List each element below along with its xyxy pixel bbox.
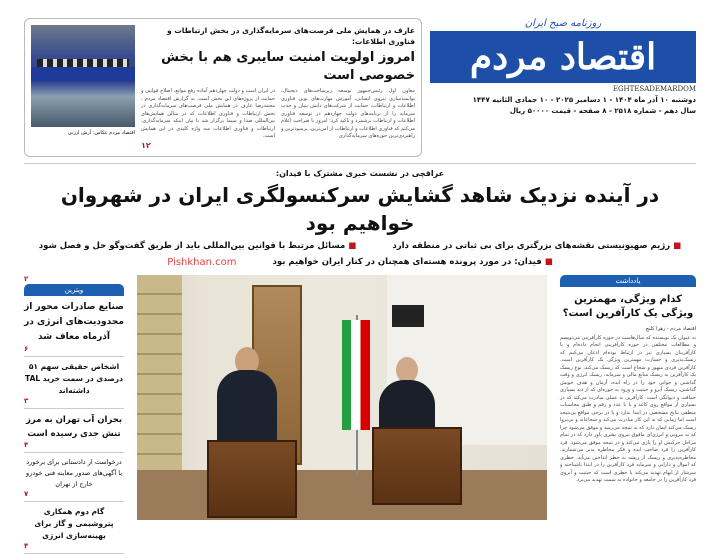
list-item[interactable] xyxy=(24,453,124,502)
podium-left xyxy=(207,440,297,518)
top-story-columns xyxy=(141,88,415,150)
vitrin-header: ویترین xyxy=(24,284,124,296)
page-ref[interactable]: ۶ xyxy=(24,344,29,353)
masthead-tagline: روزنامه صبح ایران xyxy=(524,18,602,29)
list-item[interactable] xyxy=(24,296,124,357)
speaker-left-body xyxy=(217,370,277,450)
bottom-section xyxy=(24,275,696,554)
subheadline-text: فیدان: در مورد پرونده هسته‌ای همچنان در کنار ایران خواهیم بود xyxy=(272,256,542,267)
watermark: Pishkhan.com xyxy=(167,256,237,268)
main-story-photo[interactable] xyxy=(137,275,547,520)
list-item[interactable] xyxy=(24,502,124,554)
vitrin-column xyxy=(24,275,124,554)
opinion-byline: اقتصاد مردم - زهرا کلیچ xyxy=(645,325,696,332)
top-story-photo[interactable] xyxy=(31,25,135,127)
opinion-body: به عنوان یک نویسنده که سال‌هاست در حوزه کارآفرینی می‌نویسم و مطالعات مختلفی در حوزه کارآفرینی انجام داده‌ام و با کارآفرینان بسیاری نیز در ارتباط بوده‌ام اذعان می‌کنم که ریسک‌پذیری و جسارت مهمترین ویژگی یک کارآفرین است. کارآفرین فردی متهور و شجاع است که ریسک می‌کند، نوع ریسک یک کارآفرین به ریسک منابع مالی و سرمایه، ریسک انرژی و وقت گذاشتن و جوانی خود را در راه ایده، آرمان و هدف خویش گذاشتن، ریسک آبرو و حیثیت و ورود به حوزه‌ای که از دید بسیاری حماقت و دیوانگی است. کارآفرین به عملی مبادرت می‌کند که در بسیاری از مواقع روی کاغذ و یا با عدد و رقم و طبق محاسبات منطقی نتایج مشخصی در ابتدا ندارد و یا در برخی مواقع بی‌نتیجه است اما زمانی که به این کار مبادرت می‌کند و شجاعانه و بی‌پروا ریسک می‌کند ایمان دارد که به نتیجه می‌رسد و موفق می‌شود چرا که به نیرویی و انرژی‌ای مافوق نیروی بشری باور دارد که در تمام مراحل حرکتش او را یاری می‌کند و در نتیجه موفق می‌شود. فرد کارآفرین را فرد صاحب ایده و فکر مخاطره پذیر می‌شمارند. مخاطره‌پذیری و ریسک از ریشه به خطر انداختن می‌آید. خطری که اموال و دارایی و سرمایه فرد کارآفرین را در ابتدا ناشناخته و سرشار از ابهام تهدید می‌کند یا خطری است که حیثیت و آبروی فرد کارآفرین را در جامعه و خانواده به سمت تهدید می‌برد. xyxy=(560,334,696,483)
top-story-column-2-wrap xyxy=(141,88,275,150)
newspaper-logo: اقتصاد مردم xyxy=(430,31,696,83)
list-item[interactable] xyxy=(24,409,124,453)
page-ref[interactable]: ۳ xyxy=(24,396,29,405)
top-story-column-2: در ایران است و دولت چهاردهم آماده رفع موانع، اصلاح قوانین و حمایت از پروژه‌های این بخش است. به گزارش اقتصاد مردم ، محمدرضا عارف در همایش ملی فرصت‌های سرمایه‌گذاری در بخش ارتباطات و فناوری اطلاعات که در سالن همایش‌های بین‌المللی صدا و سیما برگزار شد با بیان اینکه سرمایه‌گذاری، ارتباطات و فناوری اطلاعات سه واژه کلیدی در این همایش است. xyxy=(141,88,275,139)
item-text: گام دوم همکاری پتروشیمی و گاز برای بهینه‌سازی انرژی xyxy=(34,506,114,540)
top-story-column-1: معاون اول رئیس‌جمهور توسعه زیرساخت‌های دیجیتال، توانمندسازی نیروی انسانی، آموزش مهارت‌های نوین فناوری اطلاعات و ارتباطات، حمایت از شرکت‌های دانش بنیان و جذب سرمایه را از برنامه‌های دولت چهاردهم در توسعه فناوری اطلاعات و ارتباطات برشمرد و تاکید کرد: امروز با صراحت اعلام می‌کنم که فناوری اطلاعات و ارتباطات از امن‌ترین، پرسودترین و راهبردی‌ترین حوزه‌های سرمایه‌گذاری xyxy=(281,88,415,139)
item-text: بحران آب تهران به مرز تنش جدی رسیده است xyxy=(25,414,123,439)
subheadline-text: رژیم صهیونیستی نقشه‌های بزرگتری برای بی ثباتی در منطقه دارد xyxy=(392,240,671,251)
opinion-headline[interactable]: کدام ویژگی، مهمترین ویژگی یک کارآفرین است؟ xyxy=(562,293,694,319)
item-text: صنایع صادرات محور از محدودیت‌های انرژی در آذرماه معاف شد xyxy=(24,301,124,342)
masthead xyxy=(430,18,696,115)
top-story-photo-block xyxy=(31,25,135,137)
photo-caption: اقتصاد مردم عکاس: آرش ارژنی xyxy=(67,130,135,136)
subheadline-text: مسائل مرتبط با قوانین بین‌المللی باید از طریق گفت‌وگو حل و فصل شود xyxy=(38,240,346,251)
opinion-header: یادداشت xyxy=(560,275,696,287)
opinion-column xyxy=(560,275,696,485)
page-ref[interactable]: ۷ xyxy=(24,489,29,498)
iran-flag xyxy=(342,320,370,430)
issue-info: سال دهم - شماره ۲۵۱۸ - ۸ صفحه - قیمت ۵۰۰۰۰ ریال xyxy=(509,107,696,115)
issue-date: دوشنبه ۱۰ آذر ماه ۱۴۰۴ - ۱ دسامبر ۲۰۲۵ - ۱۰ جمادی الثانیه ۱۴۴۷ xyxy=(472,96,696,104)
divider xyxy=(24,163,696,164)
top-story-page-ref[interactable]: ۱۲ xyxy=(141,140,151,150)
list-item[interactable] xyxy=(24,357,124,409)
subheadline-3: ■فیدان: در مورد پرونده هسته‌ای همچنان در کنار ایران خواهیم بود xyxy=(272,256,553,267)
main-story-header xyxy=(24,169,696,269)
photo-panel-people xyxy=(37,59,129,67)
page-ref[interactable]: ۴ xyxy=(24,440,29,449)
item-text: اشخاص حقیقی سهم ۵۱ درصدی در سمت خرید TAL داشته‌اند xyxy=(25,361,123,395)
top-story-text xyxy=(141,25,415,150)
subheadline-row-1 xyxy=(24,240,696,253)
podium-right xyxy=(372,427,462,505)
top-story-box xyxy=(24,18,422,157)
main-headline[interactable]: در آینده نزدیک شاهد گشایش سرکنسولگری ایران در شهروان خواهیم بود xyxy=(60,182,660,235)
item-text: درخواست از دادستانی برای برخورد با آگهی‌های صدور معاینه فنی خودرو خارج از تهران xyxy=(25,457,123,488)
photo-stage xyxy=(31,67,135,81)
subheadline-row-2 xyxy=(24,256,696,269)
speaker-right xyxy=(396,357,418,383)
page-ref[interactable]: ۴ xyxy=(24,541,29,550)
subheadline-2: ■مسائل مرتبط با قوانین بین‌المللی باید از طریق گفت‌وگو حل و فصل شود xyxy=(38,240,357,251)
top-story-headline[interactable]: امروز اولویت امنیت سایبری هم با بخش خصوصی است xyxy=(161,50,415,83)
top-story-kicker: عارف در همایش ملی فرصت‌های سرمایه‌گذاری در بخش ارتباطات و فناوری اطلاعات: xyxy=(166,26,415,46)
screen xyxy=(392,305,424,327)
floor xyxy=(137,470,547,520)
page-ref[interactable]: ۲ xyxy=(24,274,29,283)
main-kicker: عراقچی در نشست خبری مشترک با فیدان: xyxy=(275,168,445,178)
subheadline-1: ■رژیم صهیونیستی نقشه‌های بزرگتری برای بی ثباتی در منطقه دارد xyxy=(392,240,682,251)
masthead-english: EGHTESADEMARDOM xyxy=(612,85,696,93)
top-section xyxy=(24,18,696,157)
